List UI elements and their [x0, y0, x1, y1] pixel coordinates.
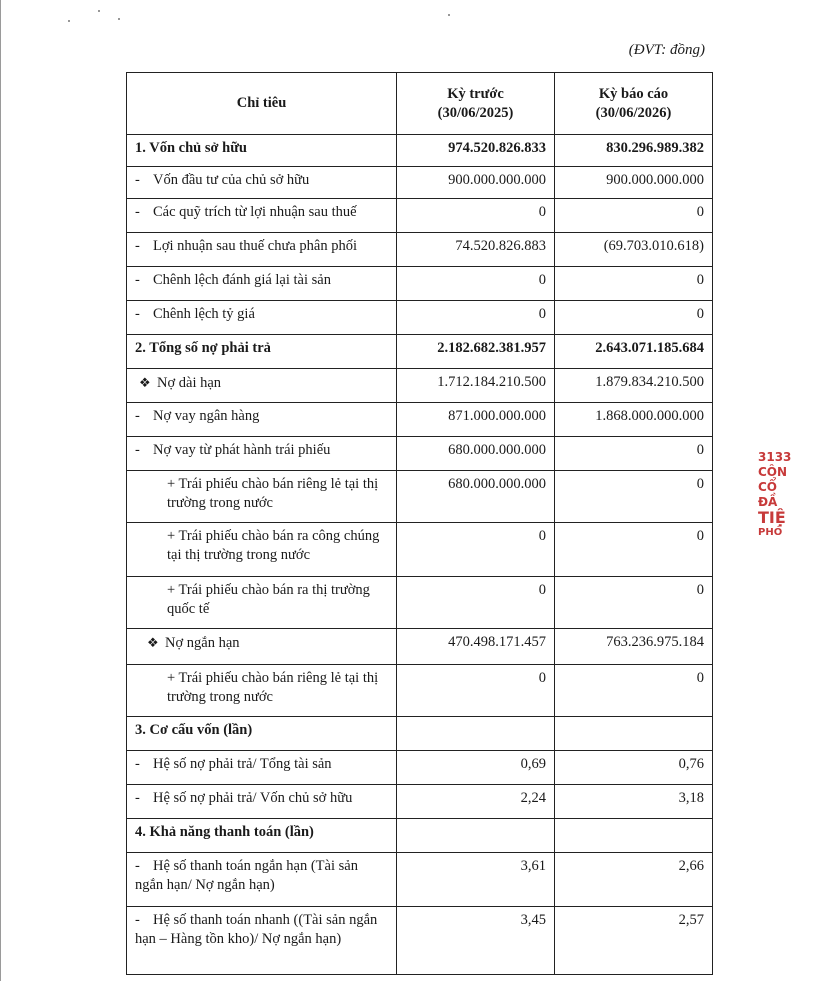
row-label-text: 1. Vốn chủ sở hữu: [135, 140, 247, 156]
diamond-bullet-icon: ❖: [147, 635, 159, 650]
table-row: [127, 665, 713, 717]
stamp-text: 3133: [758, 450, 792, 464]
value-prev-period: 3,61: [397, 853, 555, 907]
dash-marker: -: [135, 790, 140, 806]
row-label: [127, 135, 397, 167]
value-current-period: 0: [555, 523, 713, 577]
stamp-text: CÔN: [758, 465, 788, 479]
value-current-period: 0,76: [555, 751, 713, 785]
dash-marker: -: [135, 272, 140, 288]
row-label: [127, 233, 397, 267]
value-current-period: 0: [555, 199, 713, 233]
value-prev-period: 1.712.184.210.500: [397, 369, 555, 403]
value-current-period: 763.236.975.184: [555, 629, 713, 665]
value-current-period: 900.000.000.000: [555, 167, 713, 199]
financial-table: [126, 72, 713, 975]
table-row: [127, 523, 713, 577]
value-prev-period: 470.498.171.457: [397, 629, 555, 665]
row-label-text: Vốn đầu tư của chủ sở hữu: [153, 172, 310, 188]
row-label: [127, 335, 397, 369]
value-prev-period: 74.520.826.883: [397, 233, 555, 267]
table-row: [127, 471, 713, 523]
stamp-text: TIỆ: [758, 508, 786, 527]
dash-marker: -: [135, 756, 140, 772]
value-current-period: 0: [555, 665, 713, 717]
value-prev-period: 0,69: [397, 751, 555, 785]
dash-marker: -: [135, 442, 140, 458]
stamp-text: ĐẦ: [758, 495, 778, 509]
unit-note: (ĐVT: đồng): [628, 42, 705, 58]
row-label: [127, 369, 397, 403]
row-label-text: 2. Tổng số nợ phải trả: [135, 340, 271, 356]
value-prev-period: 3,45: [397, 907, 555, 975]
row-label: [127, 853, 397, 907]
table-row: [127, 751, 713, 785]
table-row: [127, 819, 713, 853]
value-prev-period: 0: [397, 301, 555, 335]
scan-speck: [118, 18, 120, 20]
table-row: [127, 199, 713, 233]
row-label-text: 3. Cơ cấu vốn (lần): [135, 722, 253, 738]
header-prev-period: Kỳ trước (30/06/2025): [397, 73, 555, 135]
value-prev-period: 974.520.826.833: [397, 135, 555, 167]
table-row: [127, 437, 713, 471]
row-label: [127, 523, 397, 577]
dash-marker: -: [135, 912, 140, 928]
value-current-period: 3,18: [555, 785, 713, 819]
value-prev-period: 0: [397, 523, 555, 577]
table-row: [127, 907, 713, 975]
table-row: [127, 135, 713, 167]
value-current-period: [555, 717, 713, 751]
row-label: [127, 785, 397, 819]
scan-speck: [448, 14, 450, 16]
value-prev-period: 0: [397, 577, 555, 629]
value-current-period: 2,57: [555, 907, 713, 975]
table-row: [127, 853, 713, 907]
value-current-period: [555, 819, 713, 853]
value-current-period: 0: [555, 437, 713, 471]
value-current-period: 0: [555, 267, 713, 301]
value-prev-period: 900.000.000.000: [397, 167, 555, 199]
row-label: [127, 665, 397, 717]
dash-marker: -: [135, 204, 140, 220]
row-label-text: Nợ vay ngân hàng: [153, 408, 260, 424]
page-edge: [0, 0, 1, 981]
value-current-period: 0: [555, 577, 713, 629]
row-label: [127, 167, 397, 199]
table-row: [127, 577, 713, 629]
row-label: [127, 403, 397, 437]
row-label-text: Hệ số nợ phải trả/ Vốn chủ sở hữu: [153, 790, 353, 806]
row-label: [127, 577, 397, 629]
value-prev-period: 0: [397, 199, 555, 233]
table-header-row: [127, 73, 713, 135]
value-prev-period: 871.000.000.000: [397, 403, 555, 437]
row-label-text: 4. Khả năng thanh toán (lần): [135, 824, 314, 840]
red-seal-stamp: [758, 450, 813, 540]
row-label-text: Hệ số nợ phải trả/ Tổng tài sản: [153, 756, 332, 772]
row-label-text: Hệ số thanh toán ngắn hạn (Tài sản ngắn hạn/ Nợ ngắn hạn): [135, 858, 358, 893]
value-prev-period: 0: [397, 665, 555, 717]
row-label: [127, 471, 397, 523]
value-current-period: 2,66: [555, 853, 713, 907]
row-label: [127, 819, 397, 853]
value-current-period: 1.879.834.210.500: [555, 369, 713, 403]
table-row: [127, 717, 713, 751]
dash-marker: -: [135, 408, 140, 424]
table-row: [127, 369, 713, 403]
row-label: [127, 267, 397, 301]
scan-speck: [68, 20, 70, 22]
header-label: Chỉ tiêu: [127, 73, 397, 135]
row-label-text: + Trái phiếu chào bán riêng lẻ tại thị trường trong nước: [167, 670, 379, 705]
value-current-period: 0: [555, 471, 713, 523]
dash-marker: -: [135, 172, 140, 188]
header-current-period: Kỳ báo cáo (30/06/2026): [555, 73, 713, 135]
dash-marker: -: [135, 306, 140, 322]
table-row: [127, 403, 713, 437]
value-current-period: 2.643.071.185.684: [555, 335, 713, 369]
stamp-text: PHÓ: [758, 527, 783, 538]
table-row: [127, 301, 713, 335]
diamond-bullet-icon: ❖: [139, 375, 151, 390]
row-label-text: + Trái phiếu chào bán ra công chúng tại thị trường trong nước: [167, 528, 380, 563]
row-label-text: Chênh lệch tỷ giá: [153, 306, 255, 322]
row-label-text: + Trái phiếu chào bán ra thị trường quốc tế: [167, 582, 370, 617]
value-prev-period: 680.000.000.000: [397, 437, 555, 471]
table-row: [127, 785, 713, 819]
value-prev-period: 680.000.000.000: [397, 471, 555, 523]
value-current-period: 830.296.989.382: [555, 135, 713, 167]
value-current-period: (69.703.010.618): [555, 233, 713, 267]
table-row: [127, 629, 713, 665]
row-label-text: Các quỹ trích từ lợi nhuận sau thuế: [153, 204, 357, 220]
row-label: [127, 301, 397, 335]
table-row: [127, 267, 713, 301]
row-label: [127, 199, 397, 233]
value-prev-period: 2,24: [397, 785, 555, 819]
scan-speck: [98, 10, 100, 12]
value-prev-period: 0: [397, 267, 555, 301]
value-prev-period: [397, 717, 555, 751]
dash-marker: -: [135, 858, 140, 874]
value-current-period: 0: [555, 301, 713, 335]
row-label-text: Nợ dài hạn: [157, 375, 222, 391]
row-label-text: Lợi nhuận sau thuế chưa phân phối: [153, 238, 357, 254]
stamp-text: CỔ: [758, 480, 778, 494]
row-label: [127, 437, 397, 471]
row-label-text: Chênh lệch đánh giá lại tài sản: [153, 272, 331, 288]
table-body: [127, 135, 713, 975]
table-row: [127, 167, 713, 199]
row-label-text: Nợ vay từ phát hành trái phiếu: [153, 442, 331, 458]
dash-marker: -: [135, 238, 140, 254]
row-label: [127, 717, 397, 751]
value-prev-period: [397, 819, 555, 853]
table-row: [127, 335, 713, 369]
row-label-text: Hệ số thanh toán nhanh ((Tài sản ngắn hạn – Hàng tồn kho)/ Nợ ngắn hạn): [135, 912, 378, 947]
row-label: [127, 751, 397, 785]
table-row: [127, 233, 713, 267]
row-label: [127, 629, 397, 665]
row-label-text: + Trái phiếu chào bán riêng lẻ tại thị trường trong nước: [167, 476, 379, 511]
row-label-text: Nợ ngắn hạn: [165, 635, 240, 651]
value-prev-period: 2.182.682.381.957: [397, 335, 555, 369]
value-current-period: 1.868.000.000.000: [555, 403, 713, 437]
row-label: [127, 907, 397, 975]
